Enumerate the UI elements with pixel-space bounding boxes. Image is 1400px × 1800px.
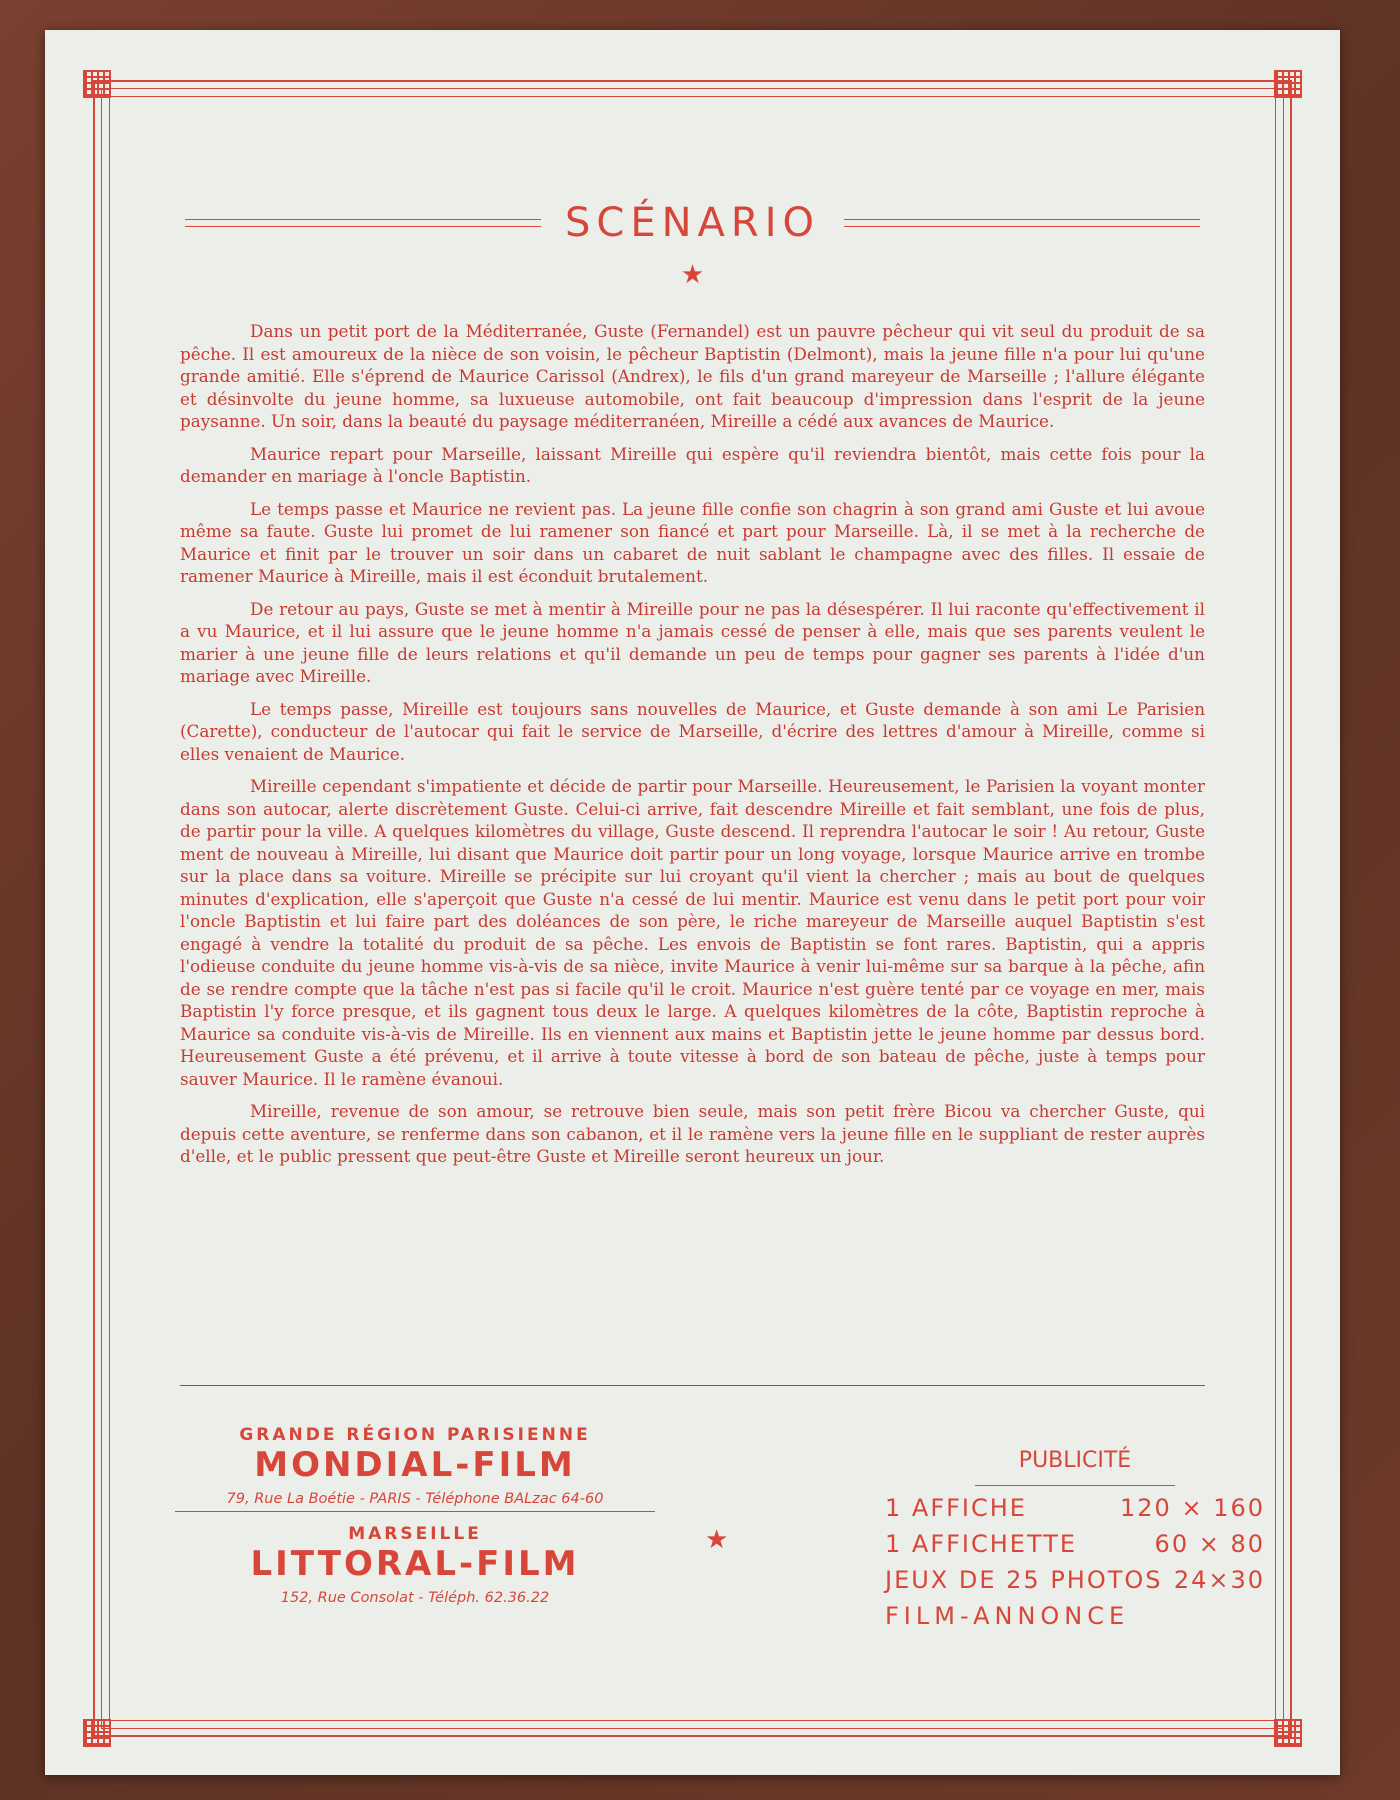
paragraph: Dans un petit port de la Méditerranée, Guste (Fernandel) est un pauvre pêcheur qui vit seul du produit de sa pêche. Il est amoureux de la nièce de son voisin, le pêcheur Baptistin (Delmont), mais la jeune fille n'a pour lui qu'une grande amitié. Elle s'éprend de Maurice Carissol (Andrex), le fils d'un grand mareyeur de Marseille ; l'allure élégante et désinvolte du jeune homme, sa luxueuse automobile, ont fait beaucoup d'impression dans l'esprit de la jeune paysanne. Un soir, dans la beauté du paysage méditerranéen, Mireille a cédé aux avances de Maurice. [180, 321, 1205, 431]
poster-sheet [45, 30, 1340, 1775]
paragraph: Mireille cependant s'impatiente et décide de partir pour Marseille. Heureusement, le Parisien la voyant monter dans son autocar, alerte discrètement Guste. Celui-ci arrive, fait descendre Mireille et fait semblant, une fois de plus, de partir pour la ville. A quelques kilomètres du village, Guste descend. Il reprendra l'autocar le soir ! Au retour, Guste ment de nouveau à Mireille, lui disant que Maurice doit partir pour un long voyage, lorsque Maurice arrive en trombe sur la place dans sa voiture. Mireille se précipite sur lui croyant qu'il vient la chercher ; mais au bout de quelques minutes d'explication, elle s'aperçoit que Guste n'a cessé de lui mentir. Maurice est venu dans le petit port pour voir l'oncle Baptistin et lui faire part des doléances de son père, le riche mareyeur de Marseille auquel Baptistin s'est engagé à vendre la totalité du produit de sa pêche. Les envois de Baptistin se font rares. Baptistin, qui a appris l'odieuse conduite du jeune homme vis-à-vis de sa nièce, invite Maurice à venir lui-même sur sa barque à la pêche, afin de se rendre compte que la tâche n'est pas si facile qu'il le croit. Maurice n'est guère tenté par ce voyage en mer, mais Baptistin l'y force presque, et ils gagnent tous deux le large. A quelques kilomètres de la côte, Baptistin reproche à Maurice sa conduite vis-à-vis de Mireille. Ils en viennent aux mains et Baptistin jette le jeune homme par dessus bord. Heureusement Guste a été prévenu, et il arrive à toute vitesse à bord de son bateau de pêche, juste à temps pour sauver Maurice. Il le ramène évanoui. [180, 776, 1205, 1089]
region-label: GRANDE RÉGION PARISIENNE [239, 1425, 591, 1445]
city-label: MARSEILLE [348, 1524, 482, 1544]
publicity-block [885, 1448, 1265, 1630]
title-row [185, 198, 1200, 248]
paragraph: Le temps passe et Maurice ne revient pas. La jeune fille confie son chagrin à son grand ami Guste et lui avoue même sa faute. Guste lui promet de lui ramener son fiancé et part pour Marseille. Là, il se met à la recherche de Maurice et finit par le trouver un soir dans un cabaret de nuit sablant le champagne avec des filles. Il essaie de ramener Maurice à Mireille, mais il est éconduit brutalement. [180, 498, 1205, 586]
item-size: 60 × 80 [1154, 1530, 1265, 1558]
publicity-item [885, 1566, 1265, 1594]
item-label: 1 AFFICHETTE [885, 1530, 1078, 1558]
item-label: FILM-ANNONCE [885, 1602, 1130, 1630]
corner-ornament-top-left [83, 70, 111, 98]
distributors-block [175, 1425, 655, 1610]
paragraph: De retour au pays, Guste se met à mentir à Mireille pour ne pas la désespérer. Il lui raconte qu'effectivement il a vu Maurice, et il lui assure que le jeune homme n'a jamais cessé de penser à elle, mais que ses parents veulent le marier à une jeune fille de leurs relations et qu'il demande un peu de temps pour gagner ses parents à l'idée d'un mariage avec Mireille. [180, 598, 1205, 686]
page-title: SCÉNARIO [565, 200, 820, 246]
item-size: 24×30 [1173, 1566, 1265, 1594]
publicity-title: PUBLICITÉ [975, 1448, 1175, 1486]
paragraph: Mireille, revenue de son amour, se retrouve bien seule, mais son petit frère Bicou va chercher Guste, qui depuis cette aventure, se renferme dans son cabanon, et il le ramène vers la jeune fille en le suppliant de rester auprès d'elle, et le public pressent que peut-être Guste et Mireille seront heureux un jour. [180, 1101, 1205, 1166]
publicity-item [885, 1602, 1265, 1630]
item-size: 120 × 160 [1120, 1494, 1265, 1522]
paragraph: Maurice repart pour Marseille, laissant Mireille qui espère qu'il reviendra bientôt, mais cette fois pour la demander en mariage à l'oncle Baptistin. [180, 443, 1205, 486]
item-label: 1 AFFICHE [885, 1494, 1027, 1522]
publicity-item [885, 1530, 1265, 1558]
corner-ornament-top-right [1274, 70, 1302, 98]
scenario-text [180, 320, 1205, 1178]
title-rule-left [185, 219, 541, 227]
section-divider [180, 1385, 1205, 1386]
paris-company: MONDIAL-FILM [254, 1445, 576, 1485]
paris-address: 79, Rue La Boétie - PARIS - Téléphone BALzac 64-60 [175, 1491, 655, 1512]
paragraph: Le temps passe, Mireille est toujours sans nouvelles de Maurice, et Guste demande à son ami Le Parisien (Carette), conducteur de l'autocar qui fait le service de Marseille, d'écrire des lettres d'amour à Mireille, comme si elles venaient de Maurice. [180, 698, 1205, 764]
item-label: JEUX DE 25 PHOTOS [885, 1566, 1163, 1594]
publicity-item [885, 1494, 1265, 1522]
marseille-address: 152, Rue Consolat - Téléph. 62.36.22 [280, 1590, 550, 1606]
marseille-company: LITTORAL-FILM [250, 1544, 580, 1584]
corner-ornament-bottom-left [83, 1719, 111, 1747]
star-icon: ★ [680, 260, 705, 290]
corner-ornament-bottom-right [1274, 1719, 1302, 1747]
star-icon: ★ [705, 1525, 729, 1555]
title-rule-right [844, 219, 1200, 227]
